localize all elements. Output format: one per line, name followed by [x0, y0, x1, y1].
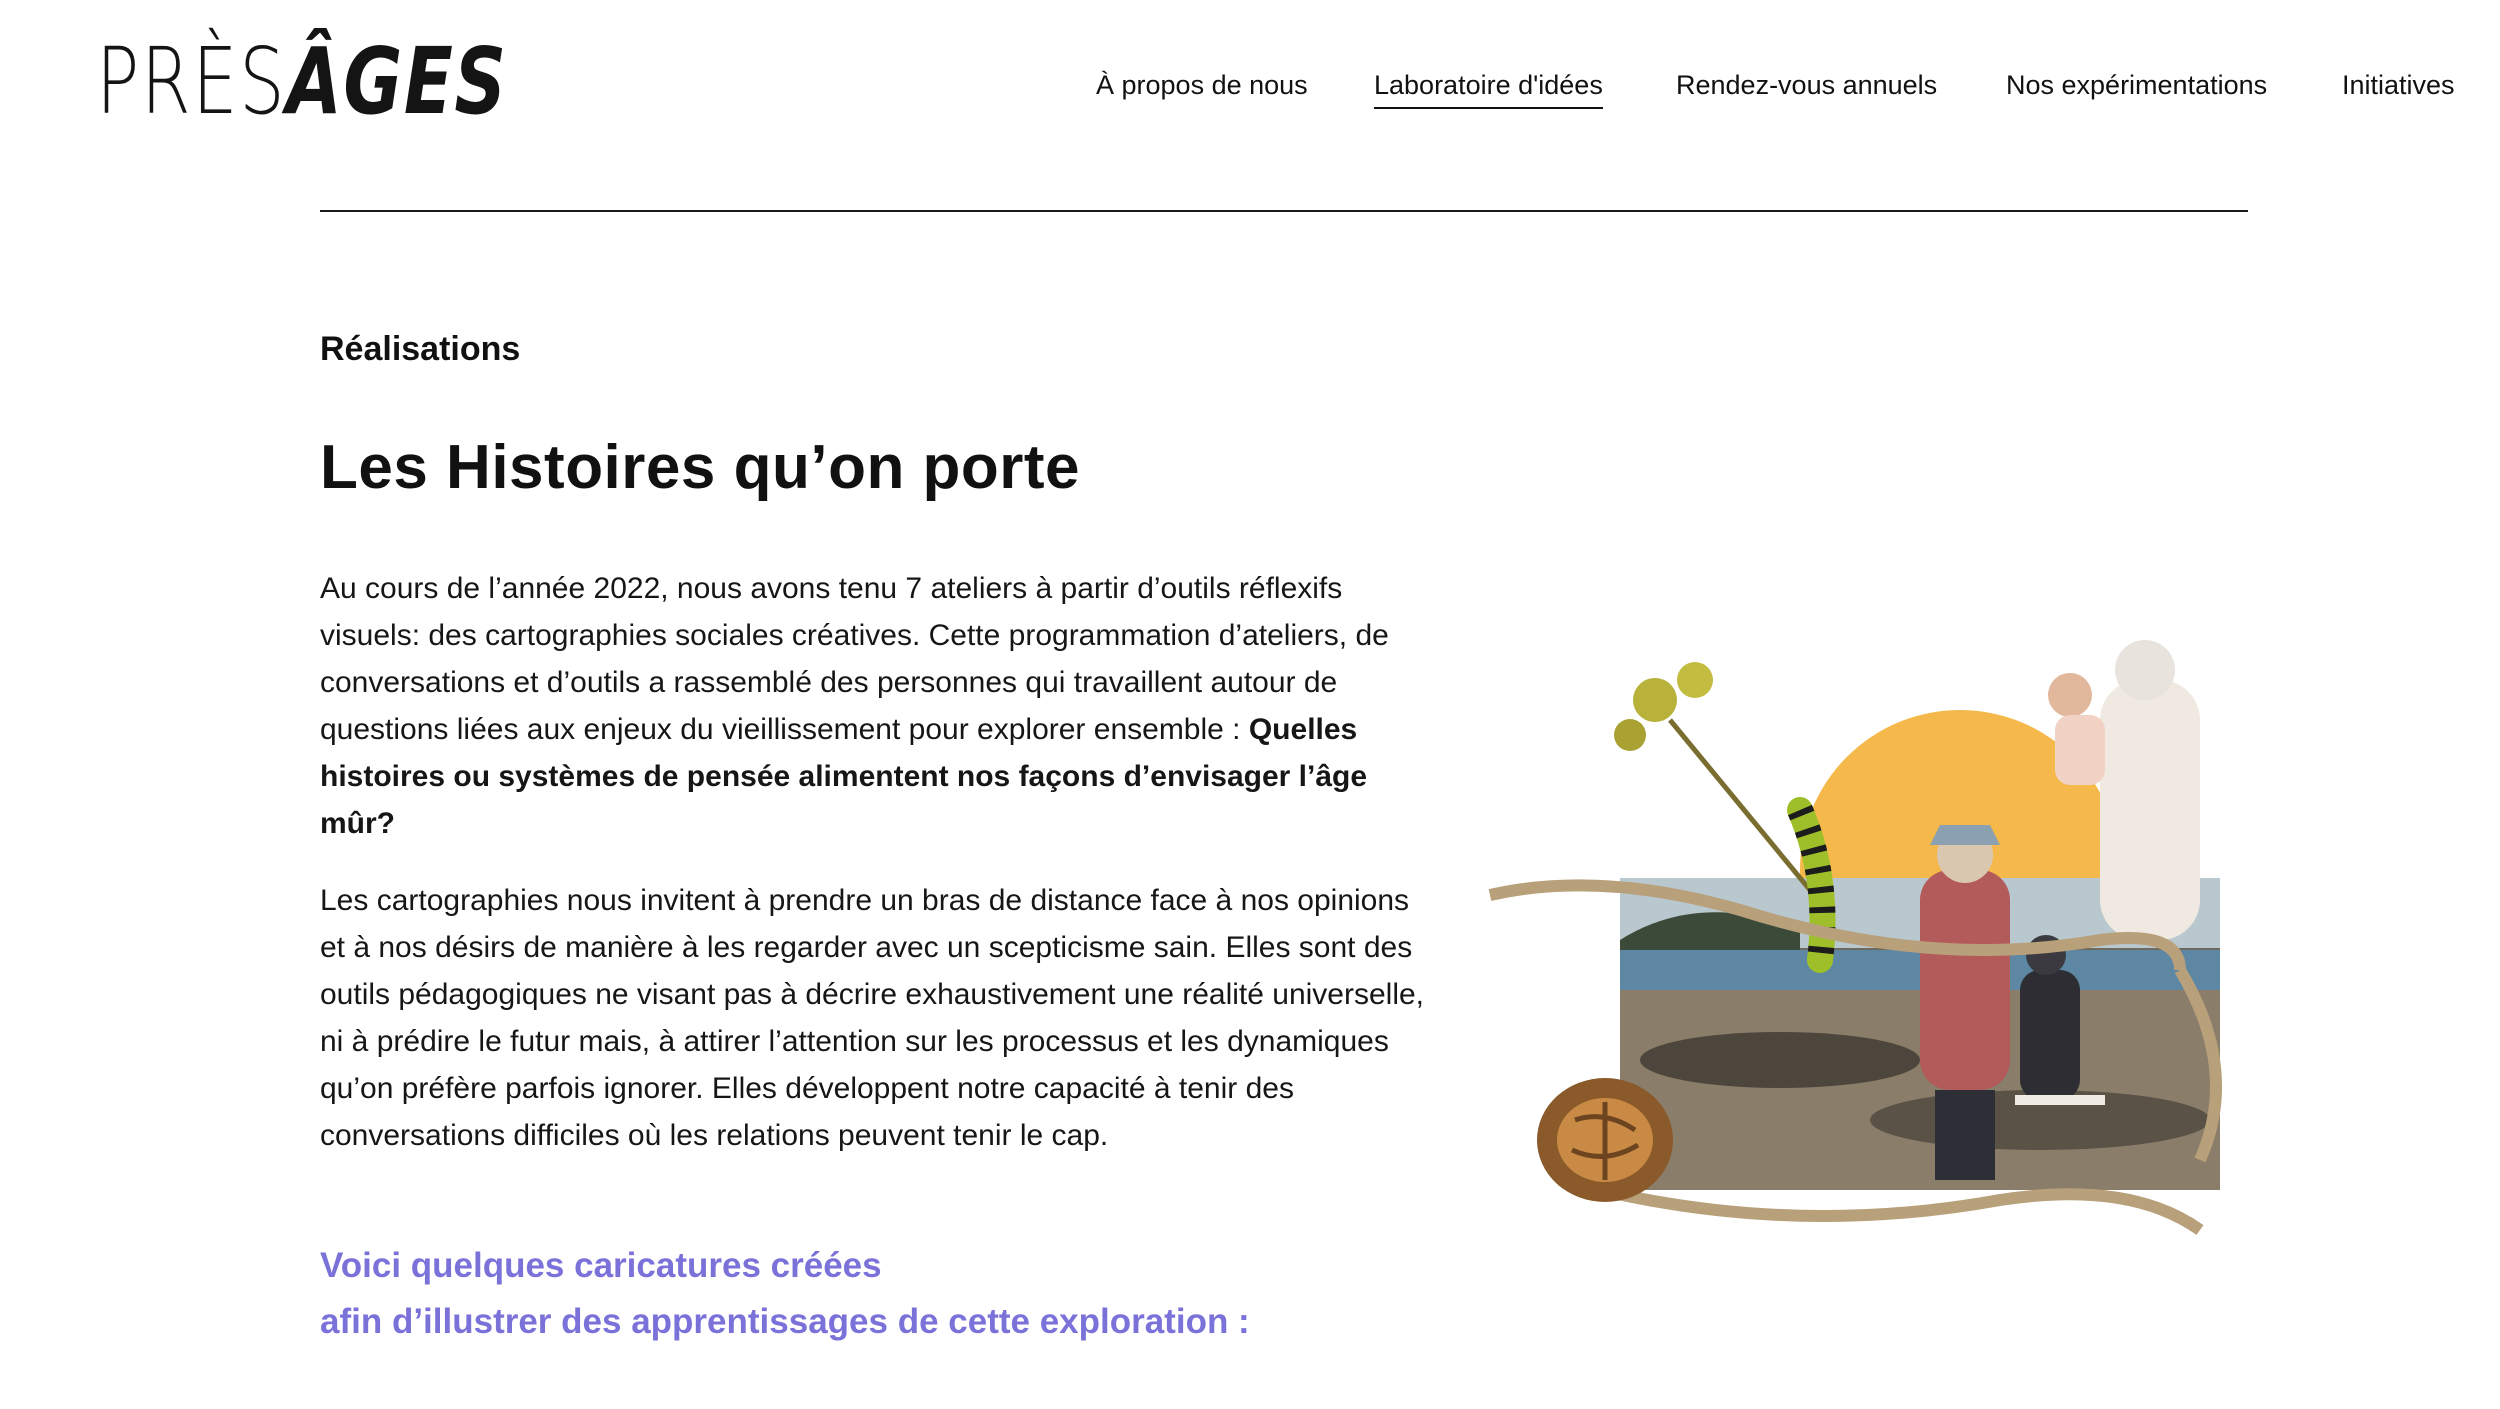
nav-item-laboratoire[interactable]: Laboratoire d'idées [1374, 70, 1603, 109]
caricatures-heading-line2: afin d’illustrer des apprentissages de cette exploration : [320, 1302, 1250, 1341]
nav-item-rendez-vous[interactable]: Rendez-vous annuels [1676, 70, 1938, 100]
site-logo[interactable] [96, 28, 508, 135]
collage-illustration [1480, 640, 2260, 1240]
header-divider [320, 210, 2248, 212]
logo-part-bold: ÂGES [286, 28, 508, 135]
caricatures-heading-line1: Voici quelques caricatures créées [320, 1246, 882, 1285]
caricatures-heading [320, 1238, 1250, 1350]
nav-item-initiatives[interactable]: Initiatives [2342, 70, 2455, 100]
category-label: Réalisations [320, 330, 521, 368]
nav-item-a-propos[interactable]: À propos de nous [1096, 70, 1308, 100]
intro-question: Quelles histoires ou systèmes de pensée alimentent nos façons d’envisager l’âge mûr? [320, 713, 1368, 840]
collage-image [1480, 640, 2260, 1240]
logo-part-thin: PRÈS [96, 28, 287, 135]
body-paragraph: Les cartographies nous invitent à prendre un bras de distance face à nos opinions et à nos désirs de manière à les regarder avec un scepticisme sain. Elles sont des outils pédagogiques ne visant pas à décrire exhaustivement une réalité universelle, ni à prédire le futur mais, à attirer l’attention sur les processus et les dynamiques qu’on préfère parfois ignorer. Elles développent notre capacité à tenir des conversations difficiles où les relations peuvent tenir le cap. [320, 884, 1425, 1152]
intro-paragraph [320, 565, 1430, 847]
nav-item-experimentations[interactable]: Nos expérimentations [2006, 70, 2268, 100]
flower-icon [1633, 678, 1677, 722]
intro-text: Au cours de l’année 2022, nous avons tenu 7 ateliers à partir d’outils réflexifs visuels: des cartographies sociales créatives. Cette programmation d’ateliers, de conversations et d’outils a rassemblé des personnes qui travaillent autour de questions liées aux enjeux du vieillissement pour explorer ensemble : [320, 572, 1389, 746]
page-title: Les Histoires qu’on porte [320, 433, 1081, 502]
person-figure [1920, 870, 2010, 1090]
mother-figure [2100, 680, 2200, 940]
site-header [0, 0, 2500, 200]
